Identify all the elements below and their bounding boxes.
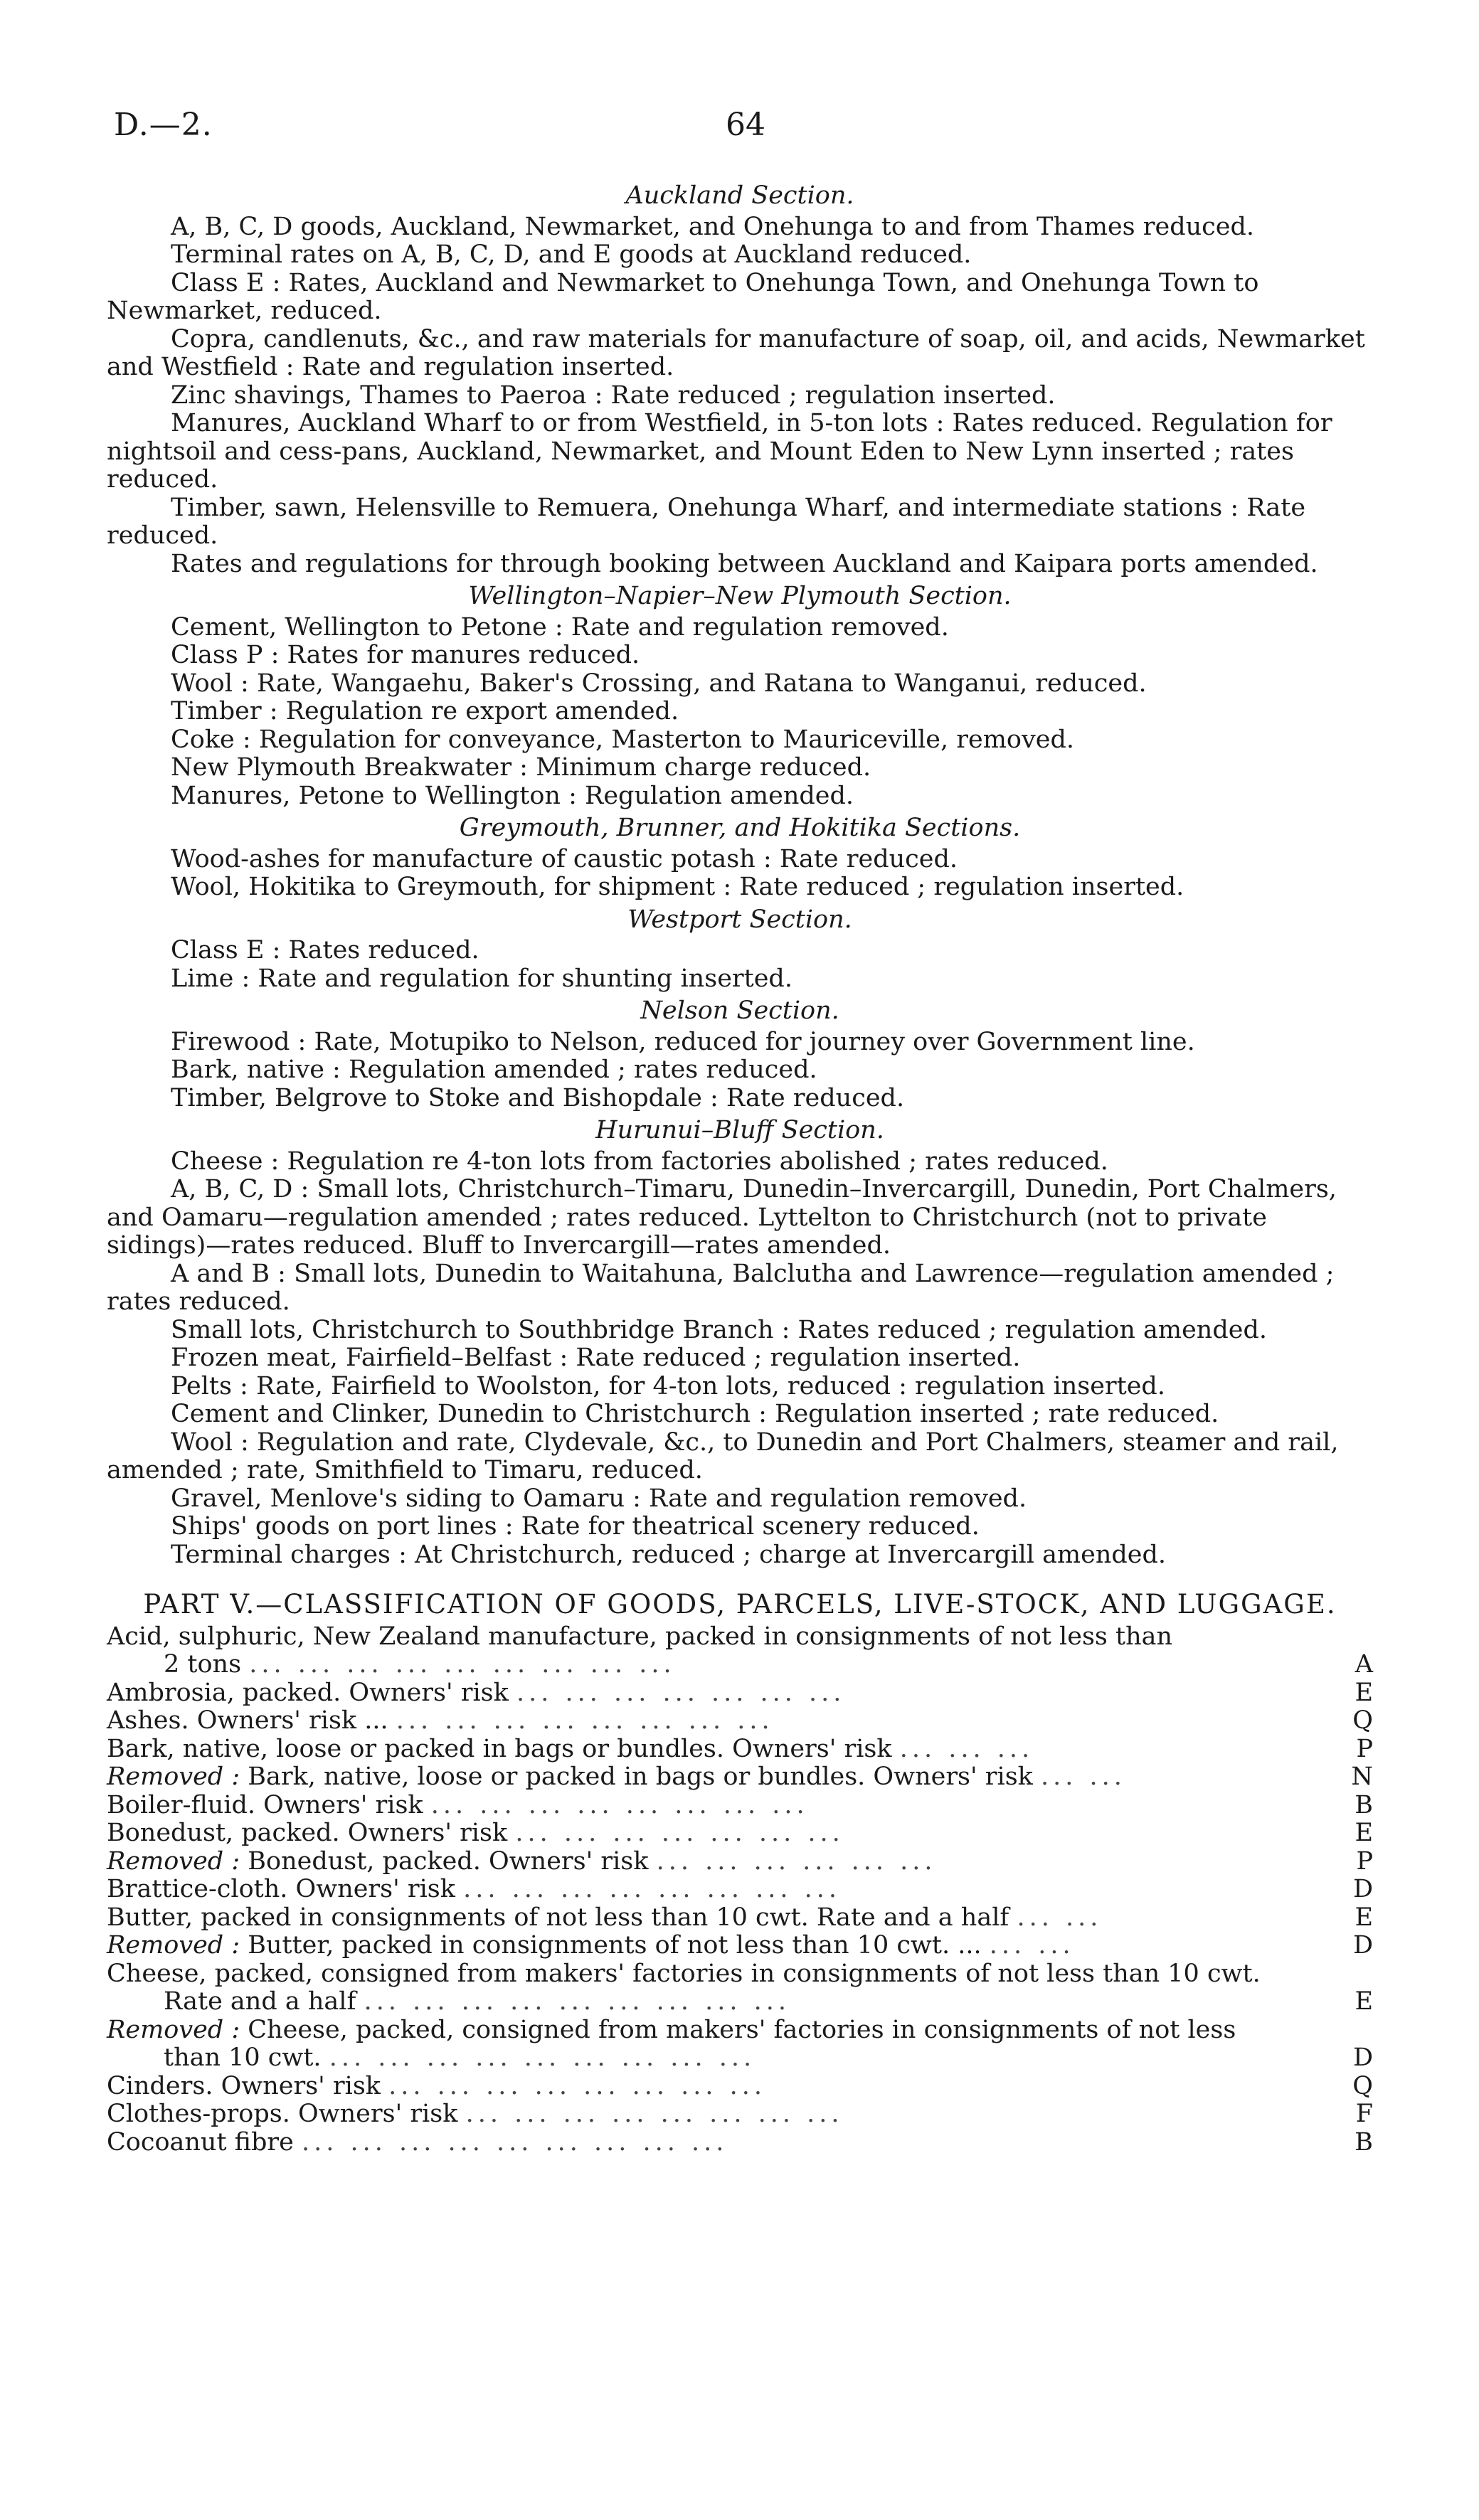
classification-item: Bonedust, packed. Owners' risk xyxy=(248,1846,649,1876)
section-entry: A, B, C, D : Small lots, Christchurch–Timaru, Dunedin–Invercargill, Dunedin, Port Chalmers, and Oamaru—regulation amended ; rates reduced. Lyttelton to Christchurch (not to private sidings)—rates reduced. Bluff to Invercargill—rates amended. xyxy=(107,1175,1337,1260)
section-entry: Cement, Wellington to Petone : Rate and regulation removed. xyxy=(171,612,949,642)
section-entry: Coke : Regulation for conveyance, Masterton to Mauriceville, removed. xyxy=(171,725,1074,754)
section-heading: Wellington–Napier–New Plymouth Section. xyxy=(468,582,1012,610)
classification-item: Clothes-props. Owners' risk xyxy=(107,2100,458,2128)
classification-class: P xyxy=(1356,1734,1373,1763)
leader-dots: ... ... xyxy=(989,1931,1075,1960)
section-heading: Westport Section. xyxy=(627,905,852,934)
leader-dots: ... ... ... ... ... ... ... ... xyxy=(430,1790,809,1819)
section-entry: Manures, Auckland Wharf to or from Westfield, in 5-ton lots : Rates reduced. Regulation for nightsoil and cess-pans, Auckland, Newmarket, and Mount Eden to New Lynn inserted ; rates reduced. xyxy=(107,409,1332,494)
removed-label: Removed : xyxy=(107,1846,240,1876)
section-entry: Class P : Rates for manures reduced. xyxy=(171,641,640,669)
leader-dots: ... ... ... xyxy=(899,1734,1034,1763)
classification-row xyxy=(107,1819,1373,1848)
westport-section xyxy=(107,906,1373,994)
classification-class: F xyxy=(1355,2100,1373,2128)
page-number: 64 xyxy=(726,107,765,143)
hurunui-bluff-section xyxy=(107,1117,1373,1569)
section-entry: Firewood : Rate, Motupiko to Nelson, reduced for journey over Government line. xyxy=(171,1027,1195,1056)
section-entry: Pelts : Rate, Fairfield to Woolston, for 4-ton lots, reduced : regulation inserted. xyxy=(171,1371,1165,1400)
classification-item: Ambrosia, packed. Owners' risk xyxy=(107,1678,509,1707)
page-body xyxy=(107,178,1373,2157)
section-entry: Ships' goods on port lines : Rate for theatrical scenery reduced. xyxy=(171,1512,980,1541)
classification-item: Butter, packed in consignments of not less than 10 cwt. Rate and a half xyxy=(107,1903,1009,1932)
section-entry: New Plymouth Breakwater : Minimum charge reduced. xyxy=(171,753,871,782)
classification-class: E xyxy=(1355,1903,1373,1932)
classification-class: D xyxy=(1352,1875,1373,1903)
section-heading: Hurunui–Bluff Section. xyxy=(595,1116,884,1144)
classification-item: Boiler-fluid. Owners' risk xyxy=(107,1790,423,1819)
section-entry: Terminal rates on A, B, C, D, and E goods at Auckland reduced. xyxy=(171,240,972,269)
leader-dots: ... ... xyxy=(1017,1903,1103,1932)
section-entry: Bark, native : Regulation amended ; rates reduced. xyxy=(171,1056,817,1084)
classification-row xyxy=(107,2073,1373,2101)
classification-item: Bark, native, loose or packed in bags or bundles. Owners' risk xyxy=(107,1734,892,1763)
section-entry: Terminal charges : At Christchurch, reduced ; charge at Invercargill amended. xyxy=(171,1540,1167,1569)
classification-item: Ashes. Owners' risk ... xyxy=(107,1706,388,1735)
auckland-section xyxy=(107,182,1373,578)
leader-dots: ... ... ... ... ... ... ... ... xyxy=(463,1875,841,1903)
section-entry: Timber : Regulation re export amended. xyxy=(171,697,679,725)
leader-dots: ... ... xyxy=(1041,1763,1126,1791)
classification-row xyxy=(107,1904,1373,1932)
classification-list xyxy=(107,1623,1373,2157)
greymouth-section xyxy=(107,814,1373,902)
leader-dots: ... ... ... ... ... ... ... xyxy=(516,1678,846,1707)
leader-dots: ... ... ... ... ... ... ... ... ... xyxy=(302,2127,728,2157)
classification-row-removed xyxy=(107,1932,1373,1960)
classification-lead: Acid, sulphuric, New Zealand manufacture, packed in consignments of not less than xyxy=(107,1622,1173,1651)
section-heading: Greymouth, Brunner, and Hokitika Sections. xyxy=(459,814,1021,842)
classification-item: Bark, native, loose or packed in bags or bundles. Owners' risk xyxy=(248,1763,1033,1791)
section-entry: Cement and Clinker, Dunedin to Christchurch : Regulation inserted ; rate reduced. xyxy=(171,1400,1219,1428)
leader-dots: ... ... ... ... ... ... ... xyxy=(515,1819,844,1847)
classification-row-removed xyxy=(107,2016,1373,2073)
nelson-section xyxy=(107,997,1373,1112)
classification-class: N xyxy=(1351,1763,1373,1791)
leader-dots: ... ... ... ... ... ... ... ... ... xyxy=(364,1987,790,2016)
classification-lead: Cheese, packed, consigned from makers' factories in consignments of not less than 10 cwt. xyxy=(107,1959,1261,1988)
leader-dots: ... ... ... ... ... ... xyxy=(656,1846,937,1876)
classification-class: A xyxy=(1355,1650,1373,1679)
classification-row xyxy=(107,1792,1373,1820)
leader-dots: ... ... ... ... ... ... ... ... ... xyxy=(329,2043,756,2072)
leader-dots: ... ... ... ... ... ... ... ... ... xyxy=(249,1650,676,1679)
section-entry: Cheese : Regulation re 4-ton lots from factories abolished ; rates reduced. xyxy=(171,1147,1108,1176)
classification-row-removed xyxy=(107,1763,1373,1792)
section-entry: Timber, Belgrove to Stoke and Bishopdale : Rate reduced. xyxy=(171,1083,905,1112)
section-entry: Wool : Regulation and rate, Clydevale, &c., to Dunedin and Port Chalmers, steamer and rail, amended ; rate, Smithfield to Timaru, reduced. xyxy=(107,1428,1339,1484)
classification-row xyxy=(107,1707,1373,1735)
leader-dots: ... ... ... ... ... ... ... ... xyxy=(396,1706,774,1735)
classification-class: D xyxy=(1352,1931,1373,1960)
removed-label: Removed : xyxy=(107,1763,240,1791)
classification-row xyxy=(107,1623,1373,1679)
classification-item: Brattice-cloth. Owners' risk xyxy=(107,1875,455,1903)
section-entry: Class E : Rates, Auckland and Newmarket to Onehunga Town, and Onehunga Town to Newmarket, reduced. xyxy=(107,268,1259,325)
section-entry: Manures, Petone to Wellington : Regulation amended. xyxy=(171,781,854,810)
section-entry: Wood-ashes for manufacture of caustic potash : Rate reduced. xyxy=(171,844,958,873)
section-entry: Lime : Rate and regulation for shunting inserted. xyxy=(171,964,792,993)
classification-class: B xyxy=(1355,1790,1373,1819)
classification-row-removed xyxy=(107,1848,1373,1876)
section-entry: Wool, Hokitika to Greymouth, for shipment : Rate reduced ; regulation inserted. xyxy=(171,873,1184,901)
leader-dots: ... ... ... ... ... ... ... ... xyxy=(388,2071,767,2100)
section-entry: Copra, candlenuts, &c., and raw materials for manufacture of soap, oil, and acids, Newmarket and Westfield : Rate and regulation inserted. xyxy=(107,324,1365,381)
section-entry: Frozen meat, Fairfield–Belfast : Rate reduced ; regulation inserted. xyxy=(171,1344,1021,1372)
part-v-heading: PART V.—CLASSIFICATION OF GOODS, PARCELS, LIVE-STOCK, AND LUGGAGE. xyxy=(143,1589,1337,1620)
classification-item: Butter, packed in consignments of not less than 10 cwt. ... xyxy=(248,1931,982,1960)
section-entry: Gravel, Menlove's siding to Oamaru : Rate and regulation removed. xyxy=(171,1484,1027,1513)
classification-class: E xyxy=(1355,1678,1373,1707)
classification-class: B xyxy=(1355,2127,1373,2157)
section-heading: Auckland Section. xyxy=(625,181,854,210)
section-entry: Timber, sawn, Helensville to Remuera, Onehunga Wharf, and intermediate stations : Rate reduced. xyxy=(107,493,1306,550)
classification-item: Bonedust, packed. Owners' risk xyxy=(107,1819,508,1847)
classification-row xyxy=(107,1960,1373,2016)
classification-row xyxy=(107,2100,1373,2129)
section-entry: Wool : Rate, Wangaehu, Baker's Crossing, and Ratana to Wanganui, reduced. xyxy=(171,669,1147,698)
classification-row xyxy=(107,1679,1373,1708)
removed-label: Removed : xyxy=(107,1931,240,1960)
wellington-section xyxy=(107,583,1373,810)
classification-item: than 10 cwt. xyxy=(164,2043,322,2072)
classification-row xyxy=(107,2129,1373,2157)
removed-label: Removed : xyxy=(107,2015,240,2044)
classification-class: E xyxy=(1355,1987,1373,2016)
classification-class: E xyxy=(1355,1819,1373,1847)
section-entry: Small lots, Christchurch to Southbridge Branch : Rates reduced ; regulation amended. xyxy=(171,1315,1267,1344)
section-entry: Rates and regulations for through booking between Auckland and Kaipara ports amended. xyxy=(171,549,1318,578)
classification-row xyxy=(107,1735,1373,1764)
classification-lead: Cheese, packed, consigned from makers' factories in consignments of not less xyxy=(248,2015,1236,2044)
classification-item: Rate and a half xyxy=(164,1987,356,2016)
leader-dots: ... ... ... ... ... ... ... ... xyxy=(465,2100,844,2128)
classification-item: 2 tons xyxy=(164,1650,242,1679)
section-entry: A and B : Small lots, Dunedin to Waitahuna, Balclutha and Lawrence—regulation amended ; rates reduced. xyxy=(107,1259,1335,1316)
section-entry: Zinc shavings, Thames to Paeroa : Rate reduced ; regulation inserted. xyxy=(171,381,1056,410)
classification-item: Cocoanut fibre xyxy=(107,2127,294,2157)
classification-item: Cinders. Owners' risk xyxy=(107,2071,381,2100)
classification-class: Q xyxy=(1352,2071,1373,2100)
classification-class: P xyxy=(1356,1846,1373,1876)
classification-class: D xyxy=(1352,2043,1373,2072)
document-reference: D.—2. xyxy=(114,107,213,143)
section-heading: Nelson Section. xyxy=(640,996,839,1025)
section-entry: A, B, C, D goods, Auckland, Newmarket, and Onehunga to and from Thames reduced. xyxy=(171,212,1254,241)
classification-row xyxy=(107,1876,1373,1904)
classification-class: Q xyxy=(1352,1706,1373,1735)
section-entry: Class E : Rates reduced. xyxy=(171,936,479,964)
